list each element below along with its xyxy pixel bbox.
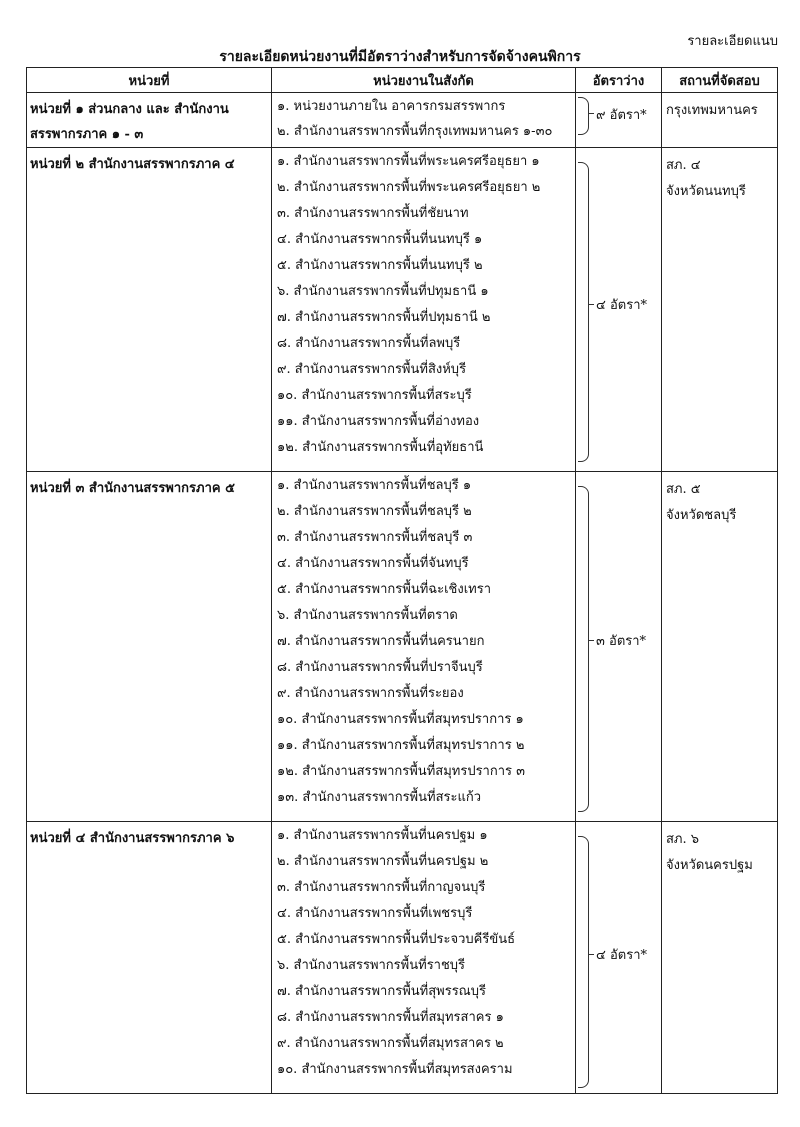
office-item: ๑๒. สำนักงานสรรพากรพื้นที่สมุทรปราการ ๓ xyxy=(277,764,526,779)
office-item: ๗. สำนักงานสรรพากรพื้นที่สุพรรณบุรี xyxy=(277,984,486,999)
unit-cell: หน่วยที่ ๓ สำนักงานสรรพากรภาค ๕ xyxy=(27,472,272,822)
location-cell xyxy=(662,148,778,472)
office-item: ๑๓. สำนักงานสรรพากรพื้นที่สระแก้ว xyxy=(277,790,482,805)
rate-cell xyxy=(576,93,662,148)
location-line-1: สภ. ๖ xyxy=(666,832,700,847)
brace-mark xyxy=(578,836,589,1088)
rate-cell xyxy=(576,148,662,472)
office-item: ๓. สำนักงานสรรพากรพื้นที่กาญจนบุรี xyxy=(277,880,486,895)
column-header-unit: หน่วยที่ xyxy=(27,68,272,93)
office-item: ๘. สำนักงานสรรพากรพื้นที่ปราจีนบุรี xyxy=(277,660,483,675)
column-header-offices: หน่วยงานในสังกัด xyxy=(272,68,576,93)
table-row xyxy=(27,472,778,822)
office-item: ๙. สำนักงานสรรพากรพื้นที่สมุทรสาคร ๒ xyxy=(277,1036,504,1051)
office-item: ๑. สำนักงานสรรพากรพื้นที่ชลบุรี ๑ xyxy=(277,478,472,493)
office-item: ๗. สำนักงานสรรพากรพื้นที่ปทุมธานี ๒ xyxy=(277,310,491,325)
office-list xyxy=(272,94,575,144)
office-item: ๘. สำนักงานสรรพากรพื้นที่ลพบุรี xyxy=(277,336,461,351)
office-item: ๔. สำนักงานสรรพากรพื้นที่จันทบุรี xyxy=(277,556,469,571)
office-item: ๑๐. สำนักงานสรรพากรพื้นที่สระบุรี xyxy=(277,388,472,403)
table-row xyxy=(27,148,778,472)
office-item: ๓. สำนักงานสรรพากรพื้นที่ชัยนาท xyxy=(277,206,469,221)
location-cell xyxy=(662,822,778,1094)
office-item: ๖. สำนักงานสรรพากรพื้นที่ราชบุรี xyxy=(277,958,466,973)
brace-mark xyxy=(578,162,589,462)
location-cell xyxy=(662,93,778,148)
rate-value: ๔ อัตรา* xyxy=(596,948,648,963)
office-item: ๕. สำนักงานสรรพากรพื้นที่ฉะเชิงเทรา xyxy=(277,582,492,597)
office-item: ๕. สำนักงานสรรพากรพื้นที่ประจวบคีรีขันธ์ xyxy=(277,932,516,947)
offices-cell xyxy=(272,93,576,148)
attachment-label: รายละเอียดแนบ xyxy=(687,34,778,49)
column-header-rate: อัตราว่าง xyxy=(576,68,662,93)
office-item: ๔. สำนักงานสรรพากรพื้นที่เพชรบุรี xyxy=(277,906,473,921)
document-title: รายละเอียดหน่วยงานที่มีอัตราว่างสำหรับการจัดจ้างคนพิการ xyxy=(219,49,581,65)
office-item: ๑๒. สำนักงานสรรพากรพื้นที่อุทัยธานี xyxy=(277,440,484,455)
brace-tick xyxy=(588,640,594,641)
office-list xyxy=(272,823,575,1083)
location-line-1: สภ. ๔ xyxy=(666,158,701,173)
table-header-row xyxy=(27,68,778,93)
rate-value: ๙ อัตรา* xyxy=(596,108,647,123)
office-item: ๑๑. สำนักงานสรรพากรพื้นที่สมุทรปราการ ๒ xyxy=(277,738,525,753)
table-body xyxy=(27,93,778,1094)
office-item: ๓. สำนักงานสรรพากรพื้นที่ชลบุรี ๓ xyxy=(277,530,473,545)
brace-tick xyxy=(588,954,594,955)
brace-mark xyxy=(578,486,589,812)
location-line-2: จังหวัดนครปฐม xyxy=(666,858,753,873)
unit-cell: หน่วยที่ ๔ สำนักงานสรรพากรภาค ๖ xyxy=(27,822,272,1094)
office-item: ๙. สำนักงานสรรพากรพื้นที่สิงห์บุรี xyxy=(277,362,467,377)
office-item: ๒. สำนักงานสรรพากรพื้นที่กรุงเทพมหานคร ๑-๓๐ xyxy=(277,124,553,139)
rate-cell xyxy=(576,822,662,1094)
office-item: ๒. สำนักงานสรรพากรพื้นที่พระนครศรีอยุธยา ๒ xyxy=(277,180,541,195)
office-item: ๑๑. สำนักงานสรรพากรพื้นที่อ่างทอง xyxy=(277,414,480,429)
location-line-2: จังหวัดนนทบุรี xyxy=(666,184,746,199)
office-item: ๑. สำนักงานสรรพากรพื้นที่นครปฐม ๑ xyxy=(277,828,488,843)
office-list xyxy=(272,149,575,461)
office-item: ๑๐. สำนักงานสรรพากรพื้นที่สมุทรสงคราม xyxy=(277,1062,513,1077)
brace-tick xyxy=(588,113,594,114)
vacancy-table xyxy=(26,67,778,1094)
brace-mark xyxy=(578,97,589,135)
column-header-location: สถานที่จัดสอบ xyxy=(662,68,778,93)
brace-tick xyxy=(588,304,594,305)
rate-value: ๓ อัตรา* xyxy=(596,634,647,649)
location-line-1: สภ. ๕ xyxy=(666,482,701,497)
office-item: ๖. สำนักงานสรรพากรพื้นที่ปทุมธานี ๑ xyxy=(277,284,489,299)
table-row xyxy=(27,93,778,148)
office-item: ๒. สำนักงานสรรพากรพื้นที่นครปฐม ๒ xyxy=(277,854,489,869)
office-item: ๔. สำนักงานสรรพากรพื้นที่นนทบุรี ๑ xyxy=(277,232,483,247)
location-line-1: กรุงเทพมหานคร xyxy=(666,103,758,118)
office-list xyxy=(272,473,575,811)
office-item: ๑๐. สำนักงานสรรพากรพื้นที่สมุทรปราการ ๑ xyxy=(277,712,524,727)
office-item: ๒. สำนักงานสรรพากรพื้นที่ชลบุรี ๒ xyxy=(277,504,472,519)
offices-cell xyxy=(272,472,576,822)
office-item: ๖. สำนักงานสรรพากรพื้นที่ตราด xyxy=(277,608,458,623)
offices-cell xyxy=(272,148,576,472)
office-item: ๗. สำนักงานสรรพากรพื้นที่นครนายก xyxy=(277,634,485,649)
unit-cell: หน่วยที่ ๒ สำนักงานสรรพากรภาค ๔ xyxy=(27,148,272,472)
office-item: ๑. หน่วยงานภายใน อาคารกรมสรรพากร xyxy=(277,99,506,114)
location-line-2: จังหวัดชลบุรี xyxy=(666,508,737,523)
location-cell xyxy=(662,472,778,822)
rate-cell xyxy=(576,472,662,822)
office-item: ๕. สำนักงานสรรพากรพื้นที่นนทบุรี ๒ xyxy=(277,258,483,273)
offices-cell xyxy=(272,822,576,1094)
office-item: ๙. สำนักงานสรรพากรพื้นที่ระยอง xyxy=(277,686,464,701)
unit-cell: หน่วยที่ ๑ ส่วนกลาง และ สำนักงานสรรพากรภาค ๑ - ๓ xyxy=(27,93,272,148)
office-item: ๘. สำนักงานสรรพากรพื้นที่สมุทรสาคร ๑ xyxy=(277,1010,504,1025)
office-item: ๑. สำนักงานสรรพากรพื้นที่พระนครศรีอยุธยา ๑ xyxy=(277,154,540,169)
table-row xyxy=(27,822,778,1094)
rate-value: ๔ อัตรา* xyxy=(596,298,648,313)
